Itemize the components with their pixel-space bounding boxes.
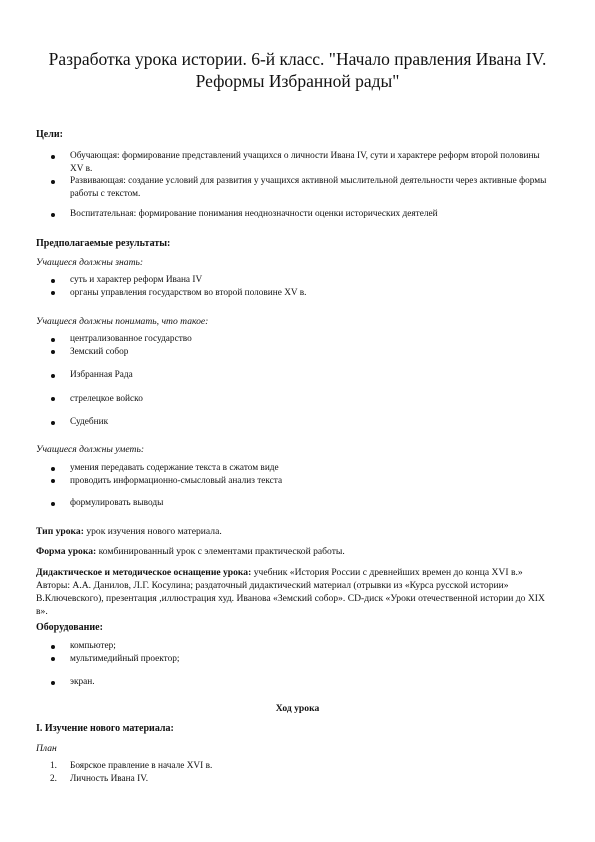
list-item: умения передавать содержание текста в сжатом виде [50,462,555,475]
didactic-value: учебник «История России с древнейших времен до конца XVI в.» Авторы: А.А. Данилов, Л.Г. Косулина; раздаточный дидактический материал (отрывки из «Курса русской истории» В.Ключевского), презентация ,иллюстрация худ. Иванова «Земский собор». CD-диск «Уроки отечественной истории до XIX в». [36,567,545,617]
list-item [50,773,555,786]
list-text: Личность Ивана IV. [70,774,149,784]
results-heading: Предполагаемые результаты: [36,238,171,249]
list-item: мультимедийный проектор; [50,653,555,666]
list-item: проводить информационно-смысловый анализ текста [50,475,555,488]
lesson-type-value: урок изучения нового материала. [83,526,222,537]
list-item: стрелецкое войско [50,393,555,406]
list-item: суть и характер реформ Ивана IV [50,274,555,287]
list-item: Воспитательная: формирование понимания неоднозначности оценки исторических деятелей [50,208,555,221]
document-title: Разработка урока истории. 6-й класс. "Начало правления Ивана IV. Реформы Избранной рады" [48,49,547,91]
can-label: Учащиеся должны уметь: [36,444,145,455]
section-heading: I. Изучение нового материала: [36,723,174,734]
understand-list [50,333,555,429]
plan-list [50,760,555,786]
list-item: Избранная Рада [50,369,555,382]
goals-list [50,150,555,221]
plan-label: План [36,743,57,754]
list-item: формулировать выводы [50,497,555,510]
list-item: Судебник [50,416,555,429]
list-text: Боярское правление в начале XVI в. [70,761,213,771]
equipment-list [50,640,555,689]
didactic-label: Дидактическое и методическое оснащение урока: [36,567,252,578]
lesson-type-label: Тип урока: [36,526,84,537]
know-label: Учащиеся должны знать: [36,257,144,268]
list-item: Развивающая: создание условий для развития у учащихся активной мыслительной деятельности через активные формы работы с текстом. [50,175,555,200]
can-list [50,462,555,510]
list-item: экран. [50,676,555,689]
lesson-form [36,545,556,558]
course-heading: Ход урока [275,703,320,714]
list-item: централизованное государство [50,333,555,346]
didactic-equipment [36,566,554,618]
lesson-form-label: Форма урока: [36,546,97,557]
list-item: органы управления государством во второй половине XV в. [50,287,555,300]
list-item: Земский собор [50,346,555,359]
list-number: 2. [50,774,57,784]
goals-heading: Цели: [36,129,63,140]
understand-label: Учащиеся должны понимать, что такое: [36,316,209,327]
lesson-form-value: комбинированный урок с элементами практической работы. [96,546,345,557]
list-number: 1. [50,761,57,771]
list-item [50,760,555,773]
know-list [50,274,555,299]
equipment-heading: Оборудование: [36,622,103,633]
list-item: Обучающая: формирование представлений учащихся о личности Ивана IV, сути и характере реформ второй половины XV в. [50,150,555,175]
lesson-type [36,525,556,538]
list-item: компьютер; [50,640,555,653]
